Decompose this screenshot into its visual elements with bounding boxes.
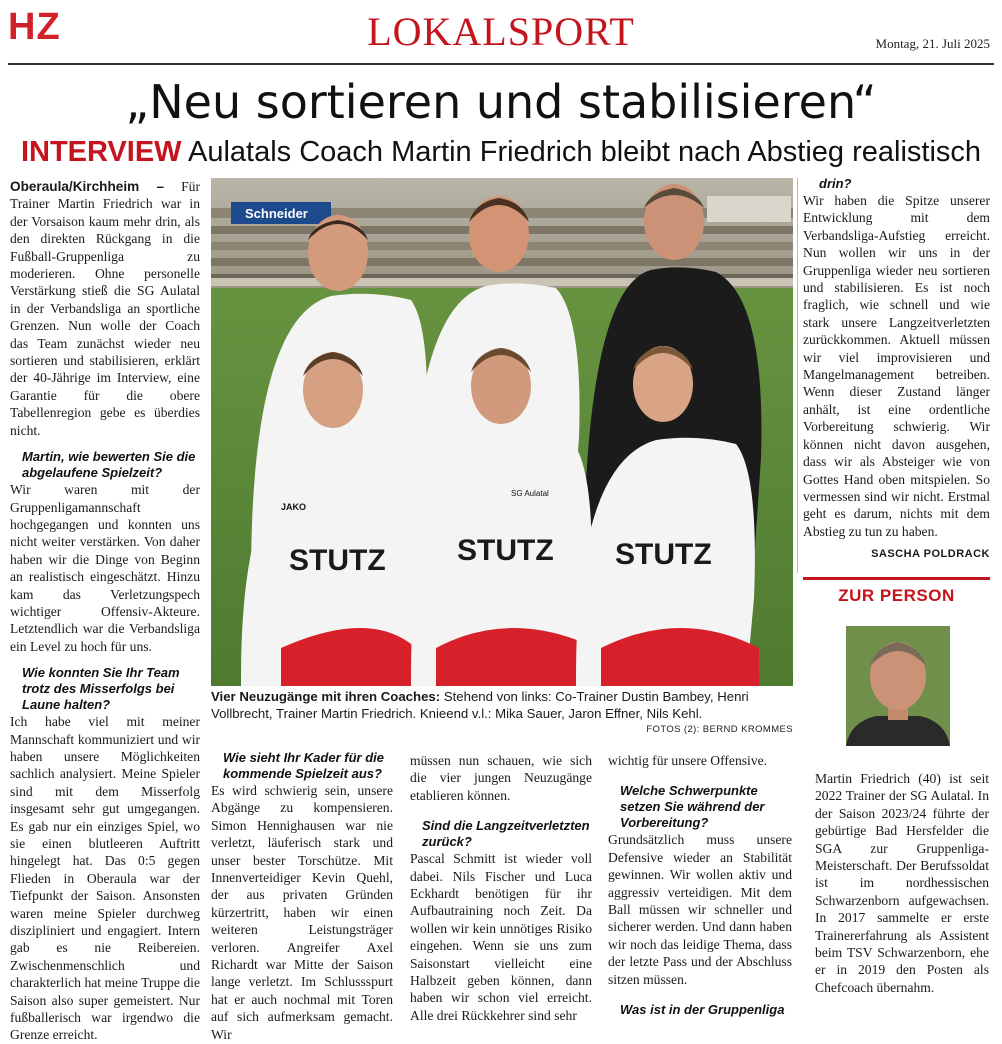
article-column-2 bbox=[211, 742, 393, 1043]
masthead bbox=[0, 0, 1002, 62]
question-3: Wie sieht Ihr Kader für die kommende Spielzeit aus? bbox=[223, 750, 384, 781]
question-6-continued: drin? bbox=[819, 176, 852, 191]
question-4: Sind die Langzeitverletzten zurück? bbox=[422, 818, 590, 850]
article-column-5 bbox=[803, 176, 990, 564]
coach-portrait bbox=[846, 626, 950, 746]
photo-credit: FOTOS (2): BERND KROMMES bbox=[646, 724, 793, 735]
shirt-sponsor-center: STUTZ bbox=[457, 534, 554, 567]
team-photo bbox=[211, 178, 793, 686]
newspaper-logo[interactable]: HZ bbox=[8, 6, 61, 48]
caption-lead: Vier Neuzugänge mit ihren Coaches: bbox=[211, 689, 441, 704]
answer-6: Wir haben die Spitze unserer Entwicklung mit dem Verbandsliga-Aufstieg erreicht. Nun wollen wir uns in der Gruppenliga wieder neu sortieren und stabilisieren. Es ist noch fraglich, wie schnell und wie stark unsere Langzeitverletzten zurückkommen. Aktuell müssen wir viel improvisieren und Mangelmanagement betreiben. Wenn dieser Zustand länger anhält, ist eine ordentliche Vorbereitung schwierig. Wir können nicht davon ausgehen, dass wir als Absteiger wie von Gottes Hand oben mitspielen. So vermessen sind wir nicht. Erstmal geht es darum, nichts mit dem Abstieg zu tun zu haben. bbox=[803, 193, 990, 539]
author-byline: SASCHA POLDRACK bbox=[871, 548, 990, 561]
sponsor-banner-text: Schneider bbox=[245, 206, 308, 221]
answer-1: Wir waren mit der Gruppenligamannschaft hochgegangen und konnten uns nicht weiter verstärken. Von daher haben wir die Dinge von Beginn an realistisch eingeschätzt. Hinzu kam das Verletzungspech wichtiger Offensiv-Akteure. Letztendlich war die Verbandsliga ein Level zu hoch für uns. bbox=[10, 482, 200, 654]
sidebar-bio: Martin Friedrich (40) ist seit 2022 Trainer der SG Aulatal. In der Saison 2023/24 führte der gebürtige Bad Hersfelder die SGA zur Gruppenliga-Meisterschaft. Der Berufssoldat ist im nordhessischen Schwarzenborn aufgewachsen. In 2017 sammelte er erste Trainererfahrung als Assistent beim TSV Schwarzenborn, ehe er in 2019 den Posten als Chefcoach übernahm. bbox=[815, 771, 989, 995]
article-column-4 bbox=[608, 752, 792, 1018]
answer-2: Ich habe viel mit meiner Mannschaft kommuniziert und wir haben unsere Möglichkeiten sachlich analysiert. Meine Spieler sind mit dem Misserfolg insgesamt sehr gut umgegangen. Es gab nur ein einziges Spiel, wo sie einen blutleeren Auftritt hingelegt hat. Das 0:5 gegen Flieden in Oberaula war der Tiefpunkt der Saison. Ansonsten waren meine Spieler durchweg diszipliniert und engagiert. Intern gab es nie Reibereien. Zwischenmenschlich und charakterlich hat meine Truppe die Saison also super gemeistert. Nur fußballerisch war irgendwo die Grenze erreicht. bbox=[10, 714, 200, 1043]
lead-text: Für Trainer Martin Friedrich war in der Vorsaison kaum mehr drin, als den direkten Rückgang in die Fußball-Gruppenliga zu moderieren. Ohne personelle Verstärkung stieß die SG Aulatal in der Verbandsliga an sportliche Grenzen. Nun wolle der Coach das Team zunächst wieder neu sortieren und stabilisieren, erklärt der 40-Jährige im Interview, eine Garantie für die obere Tabellenregion gebe es überdies nicht. bbox=[10, 179, 200, 438]
article-column-1 bbox=[10, 178, 200, 1044]
sidebar-rule bbox=[803, 577, 990, 580]
question-6: Was ist in der Gruppenliga bbox=[620, 1002, 785, 1018]
question-1: Martin, wie bewerten Sie die abgelaufene Spielzeit? bbox=[22, 449, 196, 481]
subheadline-text: Aulatals Coach Martin Friedrich bleibt nach Abstieg realistisch bbox=[188, 136, 982, 168]
question-2: Wie konnten Sie Ihr Team trotz des Misserfolgs bei Laune halten? bbox=[22, 665, 180, 713]
question-5: Welche Schwerpunkte setzen Sie während der Vorbereitung? bbox=[620, 783, 765, 831]
masthead-rule bbox=[8, 63, 994, 65]
shirt-club-center: SG Aulatal bbox=[511, 489, 549, 498]
answer-3-continued: müssen nun schauen, wie sich die vier jungen Neuzugänge etablieren können. bbox=[410, 753, 592, 803]
dateline: Oberaula/Kirchheim – bbox=[10, 179, 165, 194]
shirt-sponsor-left: STUTZ bbox=[289, 544, 386, 577]
answer-4: Pascal Schmitt ist wieder voll dabei. Nils Fischer und Luca Eckhardt benötigen für ihr Aufbautraining noch Zeit. Da wollen wir kein unnötiges Risiko eingehen. Wenn sie uns zum Saisonstart vielleicht eine Halbzeit geben können, dann haben wir schon viel erreicht. Alle drei Rückkehrer sind sehr bbox=[410, 851, 592, 1023]
answer-3: Es wird schwierig sein, unsere Abgänge zu kompensieren. Simon Hennighausen war nie verletzt, läuferisch stark und unser bester Torschütze. Mit Innenverteidiger Kevin Quehl, der aus privaten Gründen kürzertritt, haben wir einen weiteren Leistungsträger verloren. Angreifer Axel Richardt war Mitte der Saison lange verletzt. Im Schlussspurt hat er auch nochmal mit Toren auf sich aufmerksam gemacht. Wir bbox=[211, 783, 393, 1042]
answer-5: Grundsätzlich muss unsere Defensive wieder an Stabilität gewinnen. Wir wollen aktiv und aggressiv verteidigen. Mit dem Ball müssen wir schneller und sicherer werden. Und dann haben wir noch das leidige Thema, dass der letzte Pass und der Abschluss sitzen müssen. bbox=[608, 832, 792, 987]
photo-caption bbox=[211, 688, 793, 722]
section-title: LOKALSPORT bbox=[367, 9, 635, 54]
issue-date: Montag, 21. Juli 2025 bbox=[875, 36, 990, 51]
caption-text: Stehend von links: Co-Trainer Dustin Bambey, Henri Vollbrecht, Trainer Martin Friedrich. Knieend v.l.: Mika Sauer, Jaron Effner, Nils Kehl. bbox=[211, 689, 749, 721]
column-divider bbox=[797, 178, 798, 573]
article-column-3 bbox=[410, 752, 592, 1024]
kicker-label: INTERVIEW bbox=[20, 136, 182, 168]
headline: „Neu sortieren und stabilisieren“ bbox=[125, 75, 877, 129]
shirt-brand-left: JAKO bbox=[281, 502, 307, 512]
sidebar-title: ZUR PERSON bbox=[838, 586, 955, 605]
answer-4-continued: wichtig für unsere Offensive. bbox=[608, 753, 768, 768]
lead-paragraph bbox=[10, 178, 200, 439]
shirt-sponsor-right: STUTZ bbox=[615, 538, 712, 571]
subheadline bbox=[0, 134, 1002, 170]
